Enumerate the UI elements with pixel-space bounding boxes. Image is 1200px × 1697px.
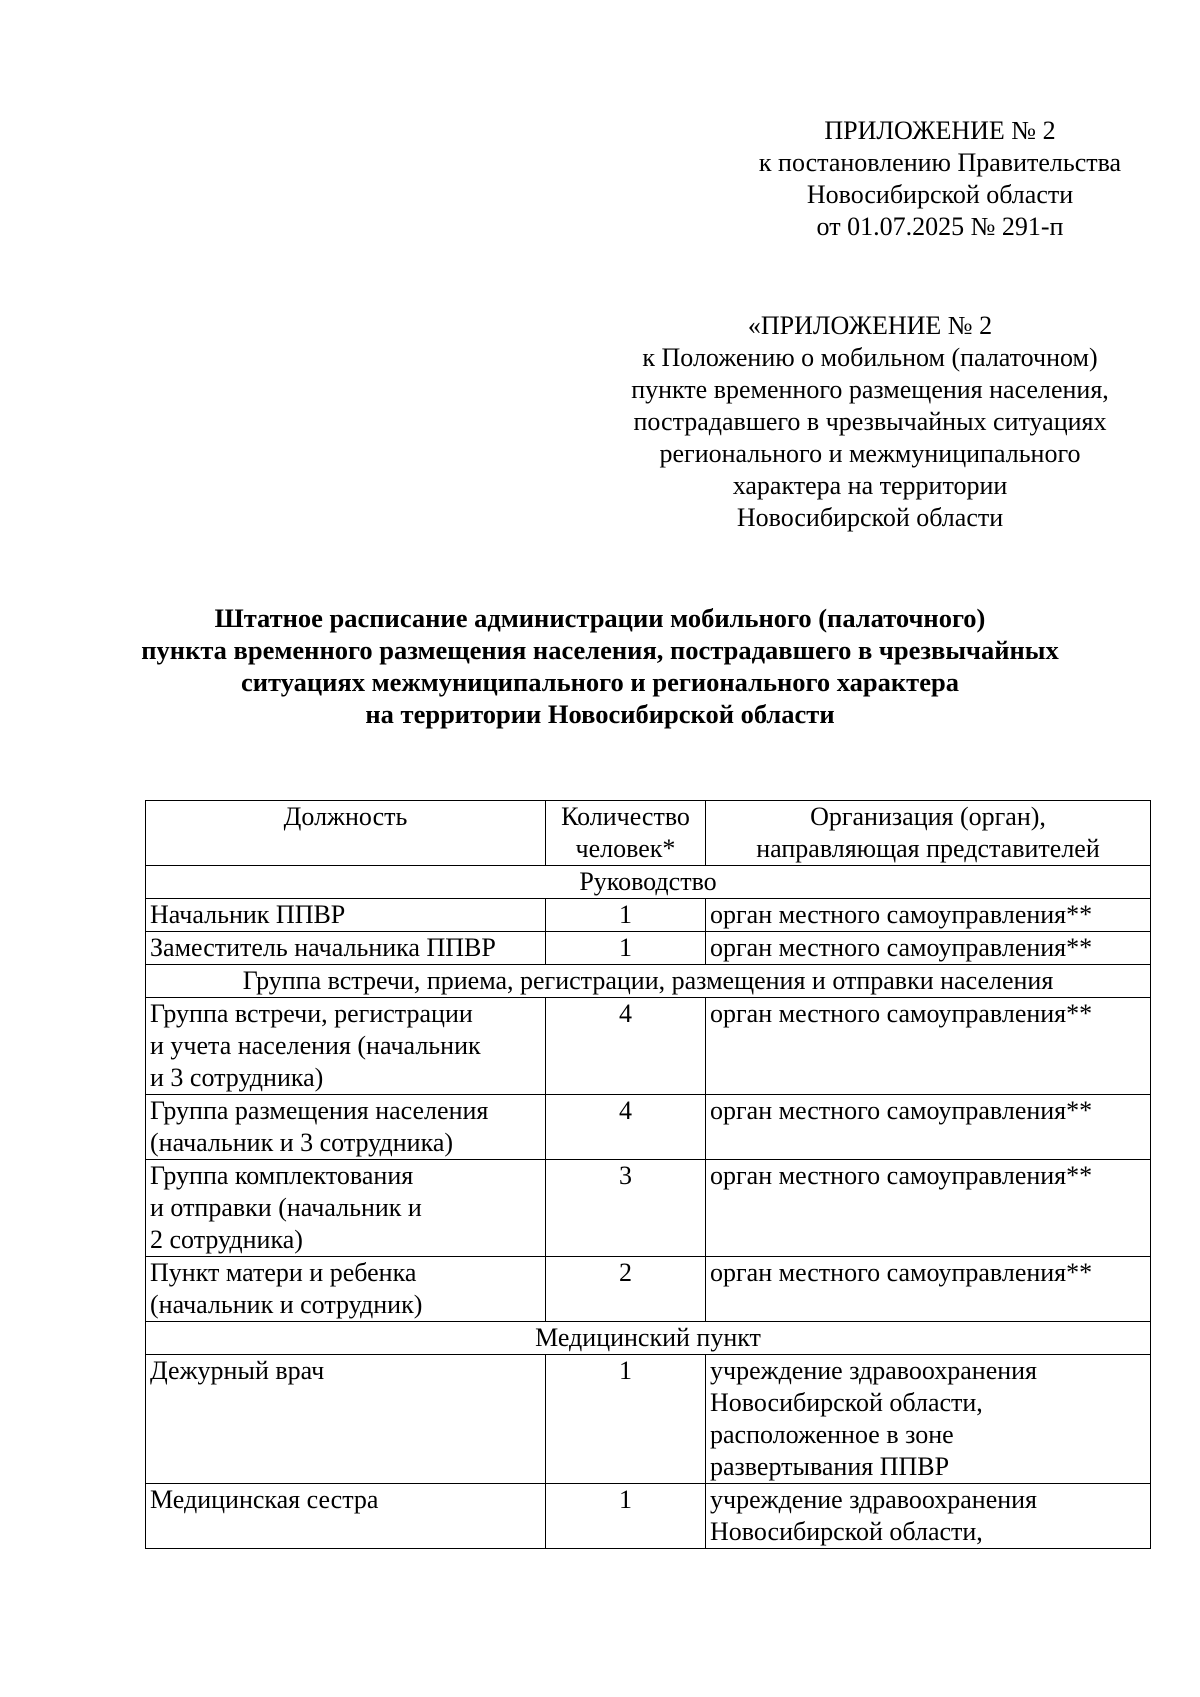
header-organization: Организация (орган), направляющая представителей bbox=[706, 801, 1151, 866]
section-row bbox=[146, 965, 1151, 998]
table-row bbox=[146, 899, 1151, 932]
organization-cell bbox=[706, 1257, 1151, 1322]
organization-cell bbox=[706, 1484, 1151, 1549]
position-line: Группа размещения населения bbox=[150, 1096, 489, 1125]
header-count: Количество человек* bbox=[546, 801, 706, 866]
section-title: Руководство bbox=[146, 866, 1151, 899]
count-cell: 1 bbox=[546, 1355, 706, 1484]
table-body bbox=[146, 866, 1151, 1549]
organization-line: орган местного самоуправления** bbox=[710, 1258, 1093, 1287]
organization-line: учреждение здравоохранения bbox=[710, 1356, 1038, 1385]
document-title bbox=[100, 602, 1100, 730]
organization-cell bbox=[706, 899, 1151, 932]
position-cell bbox=[146, 1257, 546, 1322]
position-cell bbox=[146, 1160, 546, 1257]
position-line: и учета населения (начальник bbox=[150, 1031, 481, 1060]
table-header-row bbox=[146, 801, 1151, 866]
position-line: Пункт матери и ребенка bbox=[150, 1258, 417, 1287]
header-line: к постановлению Правительства bbox=[758, 148, 1122, 177]
appendix-line: характера на территории bbox=[732, 471, 1008, 500]
appendix-line: «ПРИЛОЖЕНИЕ № 2 bbox=[747, 311, 993, 340]
count-cell: 2 bbox=[546, 1257, 706, 1322]
title-line: пункта временного размещения населения, пострадавшего в чрезвычайных bbox=[141, 635, 1059, 665]
organization-line: орган местного самоуправления** bbox=[710, 999, 1093, 1028]
appendix-line: Новосибирской области bbox=[736, 503, 1004, 532]
header-line: от 01.07.2025 № 291-п bbox=[816, 212, 1064, 241]
organization-cell bbox=[706, 1160, 1151, 1257]
count-cell: 1 bbox=[546, 932, 706, 965]
title-line: на территории Новосибирской области bbox=[365, 699, 835, 729]
count-cell: 4 bbox=[546, 998, 706, 1095]
position-line: Начальник ППВР bbox=[150, 900, 346, 929]
section-title: Медицинский пункт bbox=[146, 1322, 1151, 1355]
table-row bbox=[146, 1257, 1151, 1322]
position-cell bbox=[146, 998, 546, 1095]
appendix-header bbox=[600, 310, 1140, 534]
position-line: Группа комплектования bbox=[150, 1161, 414, 1190]
position-cell bbox=[146, 899, 546, 932]
position-line: Дежурный врач bbox=[150, 1356, 325, 1385]
position-line: (начальник и сотрудник) bbox=[150, 1290, 423, 1319]
staff-table bbox=[145, 800, 1151, 1549]
position-cell bbox=[146, 1484, 546, 1549]
organization-line: орган местного самоуправления** bbox=[710, 1161, 1093, 1190]
position-line: (начальник и 3 сотрудника) bbox=[150, 1128, 454, 1157]
position-line: 2 сотрудника) bbox=[150, 1225, 303, 1254]
position-cell bbox=[146, 1355, 546, 1484]
count-cell: 1 bbox=[546, 1484, 706, 1549]
title-line: Штатное расписание администрации мобильного (палаточного) bbox=[214, 603, 986, 633]
count-cell: 3 bbox=[546, 1160, 706, 1257]
organization-line: орган местного самоуправления** bbox=[710, 933, 1093, 962]
organization-line: Новосибирской области, bbox=[710, 1388, 983, 1417]
appendix-line: пункте временного размещения населения, bbox=[631, 375, 1109, 404]
appendix-line: пострадавшего в чрезвычайных ситуациях bbox=[633, 407, 1107, 436]
organization-line: развертывания ППВР bbox=[710, 1452, 950, 1481]
section-row bbox=[146, 1322, 1151, 1355]
count-cell: 1 bbox=[546, 899, 706, 932]
position-line: и отправки (начальник и bbox=[150, 1193, 422, 1222]
appendix-line: регионального и межмуниципального bbox=[659, 439, 1081, 468]
table-row bbox=[146, 998, 1151, 1095]
position-line: Заместитель начальника ППВР bbox=[150, 933, 496, 962]
organization-line: учреждение здравоохранения bbox=[710, 1485, 1038, 1514]
title-line: ситуациях межмуниципального и регионального характера bbox=[241, 667, 959, 697]
table-row bbox=[146, 1355, 1151, 1484]
organization-line: расположенное в зоне bbox=[710, 1420, 954, 1449]
position-line: и 3 сотрудника) bbox=[150, 1063, 324, 1092]
section-row bbox=[146, 866, 1151, 899]
table-row bbox=[146, 1484, 1151, 1549]
table-row bbox=[146, 932, 1151, 965]
position-line: Группа встречи, регистрации bbox=[150, 999, 473, 1028]
approval-header bbox=[720, 115, 1160, 243]
header-line: ПРИЛОЖЕНИЕ № 2 bbox=[824, 116, 1056, 145]
organization-line: Новосибирской области, bbox=[710, 1517, 983, 1546]
count-cell: 4 bbox=[546, 1095, 706, 1160]
header-position: Должность bbox=[146, 801, 546, 866]
organization-cell bbox=[706, 1095, 1151, 1160]
position-cell bbox=[146, 932, 546, 965]
organization-line: орган местного самоуправления** bbox=[710, 1096, 1093, 1125]
organization-line: орган местного самоуправления** bbox=[710, 900, 1093, 929]
table-row bbox=[146, 1160, 1151, 1257]
organization-cell bbox=[706, 932, 1151, 965]
position-cell bbox=[146, 1095, 546, 1160]
position-line: Медицинская сестра bbox=[150, 1485, 379, 1514]
organization-cell bbox=[706, 1355, 1151, 1484]
table-row bbox=[146, 1095, 1151, 1160]
section-title: Группа встречи, приема, регистрации, размещения и отправки населения bbox=[146, 965, 1151, 998]
organization-cell bbox=[706, 998, 1151, 1095]
header-line: Новосибирской области bbox=[806, 180, 1074, 209]
appendix-line: к Положению о мобильном (палаточном) bbox=[642, 343, 1098, 372]
